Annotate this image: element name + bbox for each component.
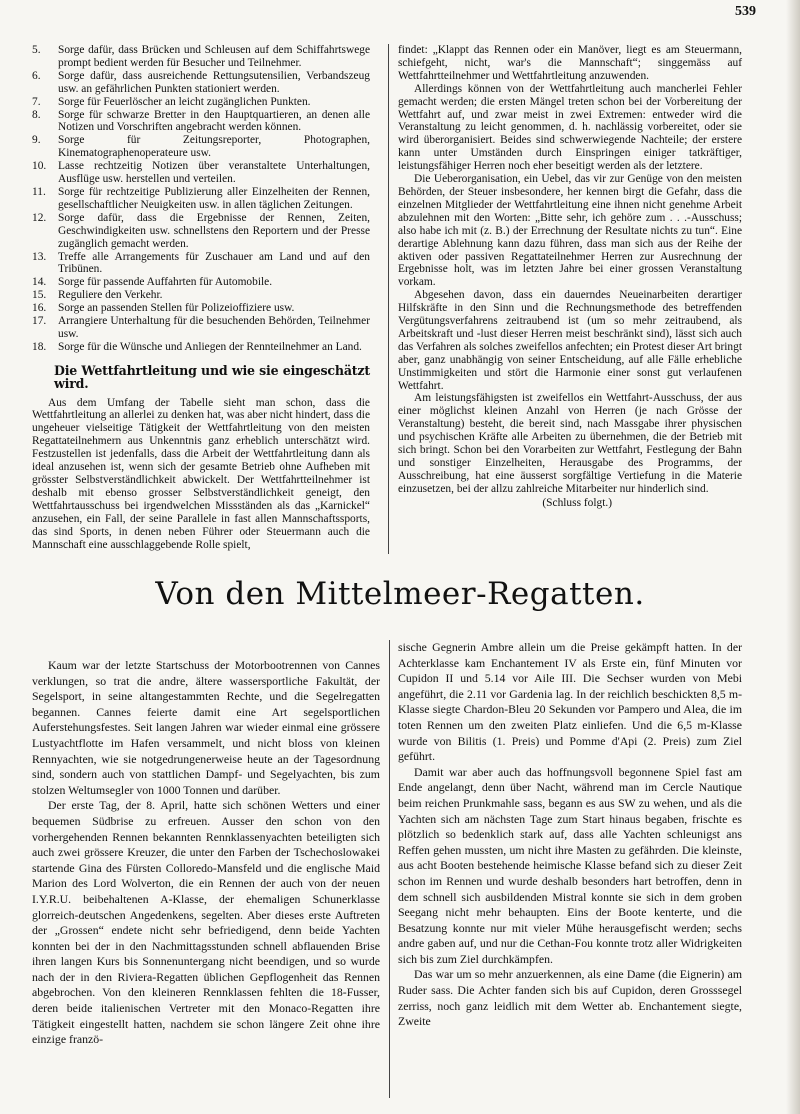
rule-text: Reguliere den Verkehr. bbox=[58, 289, 163, 302]
rule-text: Sorge dafür, dass Brücken und Schleusen auf dem Schiffahrtswege prompt bedient werden für Besucher und Teilnehmer. bbox=[58, 44, 370, 69]
list-item bbox=[32, 160, 370, 186]
rule-text: Sorge dafür, dass ausreichende Rettungsutensilien, Verbandszeug usw. an gefährlichen Punkten stationiert werden. bbox=[58, 69, 370, 95]
body-paragraph: Kaum war der letzte Startschuss der Motorbootrennen von Cannes verklungen, so trat die andre, ältere wassersportliche Fakultät, der Segelsport, in seine altangestammten Rechte, und die Segelregatten begannen. Cannes feierte damit eine Art segelsportlichen Auferstehungsfestes. Seit langen Jahren war wieder einmal eine grössere Lustyachtflotte im Hafen versammelt, und nicht bloss von kleinen Rennyachten, wie sie notgedrungenerweise heute an der Tagesordnung sind, sondern auch von stattlichen Dampf- und Segelyachten, bis zum stolzen Weltumsegler von 1000 Tonnen und darüber. bbox=[32, 658, 380, 797]
rule-number: 6. bbox=[32, 69, 41, 82]
rule-number: 16. bbox=[32, 302, 47, 315]
rule-text: Arrangiere Unterhaltung für die besuchenden Behörden, Teilnehmer usw. bbox=[58, 315, 370, 340]
top-left-column bbox=[32, 44, 370, 551]
body-paragraph: Aus dem Umfang der Tabelle sieht man schon, dass die Wettfahrtleitung an allerlei zu denken hat, was aber nicht hindert, dass die ungeheuer vielseitige Tätigkeit der Wettfahrtleitung von den meisten Regattateilnehmern aus Unkenntnis ganz erheblich unterschätzt wird. Festzustellen ist jedenfalls, dass die Arbeit der Wettfahrtleitung dann als ideal anzusehen ist, wenn sich der gesamte Betrieb ohne Aufheben mit grösster Selbstverständlichkeit abwickelt. Der Wettfahrtteilnehmer ist deshalb mit ebenso grosser Selbstverständlichkeit geneigt, den Wettfahrtausschuss bei irgendwelchen Missständen als das „Karnickel“ anzusehen, ein Fall, der seine Parallele in fast allen Mannschaftssports, das sind Sports, in denen neben Führer oder Steuermann auch die Mannschaft eine ausschlaggebende Rolle spielt, bbox=[32, 396, 370, 551]
rule-number: 18. bbox=[32, 340, 47, 353]
list-item bbox=[32, 96, 370, 109]
list-item bbox=[32, 289, 370, 302]
rule-number: 9. bbox=[32, 134, 41, 147]
column-divider bbox=[389, 640, 390, 1098]
bottom-left-column bbox=[32, 658, 380, 1048]
body-paragraph: Die Ueberorganisation, ein Uebel, das vir zur Genüge von den meisten Behörden, der Steuer insbesondere, her kennen birgt die Gefahr, dass die einzelnen Mitglieder der Wettfahrtleitung eine ihnen nicht genehme Arbeit abzulehnen mit den Worten: „Bitte sehr, ich gehöre zum . . .-Ausschuss; also habe ich mit (z. B.) der Errechnung der Resultate nichts zu tun“. Eine derartige Ablehnung kann dazu führen, dass man sich aus der Reihe der aktiven oder passiven Regattateilnehmer Herren zur Ausrechnung der Ergebnisse holt, was im letzten Jahre bei einer grossen Veranstaltung vorkam. bbox=[398, 173, 742, 289]
list-item bbox=[32, 109, 370, 135]
list-item bbox=[32, 341, 370, 354]
list-item bbox=[32, 251, 370, 277]
rules-list bbox=[32, 44, 370, 354]
body-paragraph: Am leistungsfähigsten ist zweifellos ein Wettfahrt-Ausschuss, der aus einer möglichst kleinen Anzahl von Herren (je nach Grösse der Veranstaltung) besteht, die bereit sind, nach Massgabe ihrer physischen und psychischen Kräfte alle Arbeiten zu übernehmen, die der Betrieb mit sich bringt. Schon bei den Vorarbeiten zur Wettfahrt, Festlegung der Bahn und sonstiger Einzelheiten, Herausgabe des Programms, der Ausschreibung, hat eine äusserst sorgfältige Vertiefung in die Materie einzusetzen, bei der allzu zahlreiche Mitarbeiter nur hinderlich sind. bbox=[398, 392, 742, 495]
rule-text: Sorge für passende Auffahrten für Automobile. bbox=[58, 276, 273, 289]
body-paragraph: Der erste Tag, der 8. April, hatte sich schönen Wetters und einer bequemen Südbrise zu erfreuen. Ausser den schon von den vorhergehenden Rennen bekannten Rennklassenyachten beteiligten sich auch zwei grössere Kreuzer, die unter den Farben der Tschechoslowakei startende Gina des Fürsten Colloredo-Mansfeld und die englische Maid Marion des Lord Wolverton, die ein Rennen der auch von der neuen I.Y.R.U. beibehaltenen A-Klasse, der ehemaligen Schunerklasse glorreich-deutschen Angedenkens, segelten. Aber dieses erste Auftreten der „Grossen“ endete nicht sehr befriedigend, denn beide Yachten konnten bei der in den Nachmittagsstunden schnell abflauenden Brise ihren langen Kurs bis Sonnenuntergang nicht beendigen, und so wurde nach der in den Riviera-Regatten üblichen Gepflogenheit das Rennen abgebrochen. Von den kleineren Rennklassen fehlten die 18-Fusser, deren beide italienischen Vertreter mit den Monaco-Regatten ihre Tätigkeit eingestellt hatten, nachdem sie schon längere Zeit ohne ihre einzige franzö- bbox=[32, 798, 380, 1047]
rule-text: Sorge dafür, dass die Ergebnisse der Rennen, Zeiten, Geschwindigkeiten usw. schnellstens den Reportern und der Presse zugänglich gemacht werden. bbox=[58, 211, 370, 250]
list-item bbox=[32, 315, 370, 341]
rule-text: Sorge für rechtzeitige Publizierung aller Einzelheiten der Rennen, gesellschaftlicher Neuigkeiten usw. in allen täglichen Zeitungen. bbox=[58, 185, 370, 211]
list-item bbox=[32, 70, 370, 96]
list-item bbox=[32, 212, 370, 251]
list-item bbox=[32, 44, 370, 70]
rule-number: 17. bbox=[32, 315, 47, 328]
column-divider bbox=[388, 44, 389, 554]
top-right-column bbox=[398, 44, 742, 510]
article-title: Von den Mittelmeer-Regatten. bbox=[155, 576, 645, 612]
rule-number: 5. bbox=[32, 44, 41, 56]
rule-number: 15. bbox=[32, 289, 47, 302]
page-edge-shadow bbox=[786, 0, 800, 1114]
rule-number: 14. bbox=[32, 276, 47, 289]
rule-text: Lasse rechtzeitig Notizen über veranstaltete Unterhaltungen, Ausflüge usw. herstellen und verteilen. bbox=[58, 160, 370, 186]
body-paragraph: Das war um so mehr anzuerkennen, als eine Dame (die Eignerin) am Ruder sass. Die Achter fanden sich bis auf Cupidon, deren Grosssegel zerriss, noch ganz leidlich mit dem Wetter ab. Enchantement siegte, Zweite bbox=[398, 967, 742, 1029]
rule-number: 10. bbox=[32, 160, 47, 173]
rule-number: 7. bbox=[32, 95, 41, 108]
rule-text: Treffe alle Arrangements für Zuschauer am Land und auf den Tribünen. bbox=[58, 250, 370, 276]
body-paragraph: Damit war aber auch das hoffnungsvoll begonnene Spiel fast am Ende angelangt, denn über Nacht, während man im Cercle Nautique beim reichen Prunkmahle sass, begann es aus SW zu wehen, und als die Yachten sich am nächsten Tage zum Start hinaus begaben, frischte es plötzlich so bedenklich stark auf, dass alle Yachten schleunigst ans Reffen gehen mussten, um nicht ihre Masten zu gefährden. Die kleinste, aus acht Booten bestehende heimische Klasse befand sich zu dieser Zeit schon im Rennen und wurde deshalb besonders hart betroffen, denn in dem schnell sich ausbildenden Mistral konnte sie sich in dem groben Seegang nicht mehr behaupten. Eins der Boote kenterte, und die Besatzung konnte nur mit vieler Mühe herausgefischt werden; sechs andre gaben auf, und nur die Cethan-Fou konnte trotz aller Widrigkeiten sich bis zum Ziel durchkämpfen. bbox=[398, 764, 742, 966]
rule-text: Sorge für schwarze Bretter in den Hauptquartieren, an denen alle Notizen und Vorschriften angebracht werden können. bbox=[58, 108, 370, 134]
list-item bbox=[32, 186, 370, 212]
section-heading: Die Wettfahrtleitung und wie sie eingeschätzt wird. bbox=[54, 362, 370, 391]
bottom-right-column bbox=[398, 640, 742, 1030]
body-paragraph: Abgesehen davon, dass ein dauerndes Neueinarbeiten derartiger Hilfskräfte in den Sinn und die Rechnungsmethode des betreffenden Vergütungsverfahrens zeitraubend ist (um so mehr zeitraubend, als Arbeitskraft und -lust dieser Herren meist beschränkt sind), lässt sich auch das Verfahren als solches zweifellos anfechten; ein Protest dieser Art bringt aber, ganz unabhängig von seiner Entscheidung, auf alle Fälle erhebliche Unstimmigkeiten und stört die Harmonie einer sonst gut verlaufenen Wettfahrt. bbox=[398, 289, 742, 392]
body-paragraph: Allerdings können von der Wettfahrtleitung auch mancherlei Fehler gemacht werden; die ersten Mängel treten schon bei der Vorbereitung der Wettfahrt auf, und zwar meist in zwei Extremen: entweder wird die Veranstaltung zu leicht genommen, d. h. nachlässig vorbereitet, oder sie wird überorganisiert. Beides sind schwerwiegende Nachteile; der erstere kann unter Umständen durch Einspringen einiger tatkräftiger, leistungsfähiger Herren noch eher beseitigt werden als der letztere. bbox=[398, 82, 742, 173]
body-paragraph: sische Gegnerin Ambre allein um die Preise gekämpft hatten. In der Achterklasse kam Enchantement IV als Erste ein, fünf Minuten vor Cupidon II und 5.14 vor Aile III. Die Sechser wurden von Mebi angeführt, die 2.11 vor Gardenia lag. In der reichlich beschickten 8,5 m-Klasse siegte Chardon-Bleu 20 Sekunden vor Pampero und Alea, die im toten Rennen um den zweiten Platz einliefen. Und die 6,5 m-Klasse wurde von Bilitis (1. Preis) und Pomme d'Api (2. Preis) zum Ziel geführt. bbox=[398, 640, 742, 764]
continuation-note: (Schluss folgt.) bbox=[542, 496, 612, 509]
rule-text: Sorge für Feuerlöscher an leicht zugänglichen Punkten. bbox=[58, 95, 311, 108]
rule-number: 12. bbox=[32, 211, 47, 224]
list-item bbox=[32, 134, 370, 160]
list-item bbox=[32, 276, 370, 289]
rule-text: Sorge für die Wünsche und Anliegen der Rennteilnehmer an Land. bbox=[58, 340, 362, 353]
rule-text: Sorge an passenden Stellen für Polizeioffiziere usw. bbox=[58, 302, 295, 315]
rule-number: 11. bbox=[32, 185, 46, 198]
body-paragraph: findet: „Klappt das Rennen oder ein Manöver, liegt es am Steuermann, schiefgeht, nicht, war's die Mannschaft“; singgemäss auf Wettfahrtteilnehmer und Wettfahrtleitung anzuwenden. bbox=[398, 44, 742, 82]
rule-number: 13. bbox=[32, 250, 47, 263]
rule-text: Sorge für Zeitungsreporter, Photographen, Kinematographenoperateure usw. bbox=[58, 134, 370, 160]
page-number: 539 bbox=[735, 4, 756, 19]
rule-number: 8. bbox=[32, 108, 41, 121]
list-item bbox=[32, 302, 370, 315]
